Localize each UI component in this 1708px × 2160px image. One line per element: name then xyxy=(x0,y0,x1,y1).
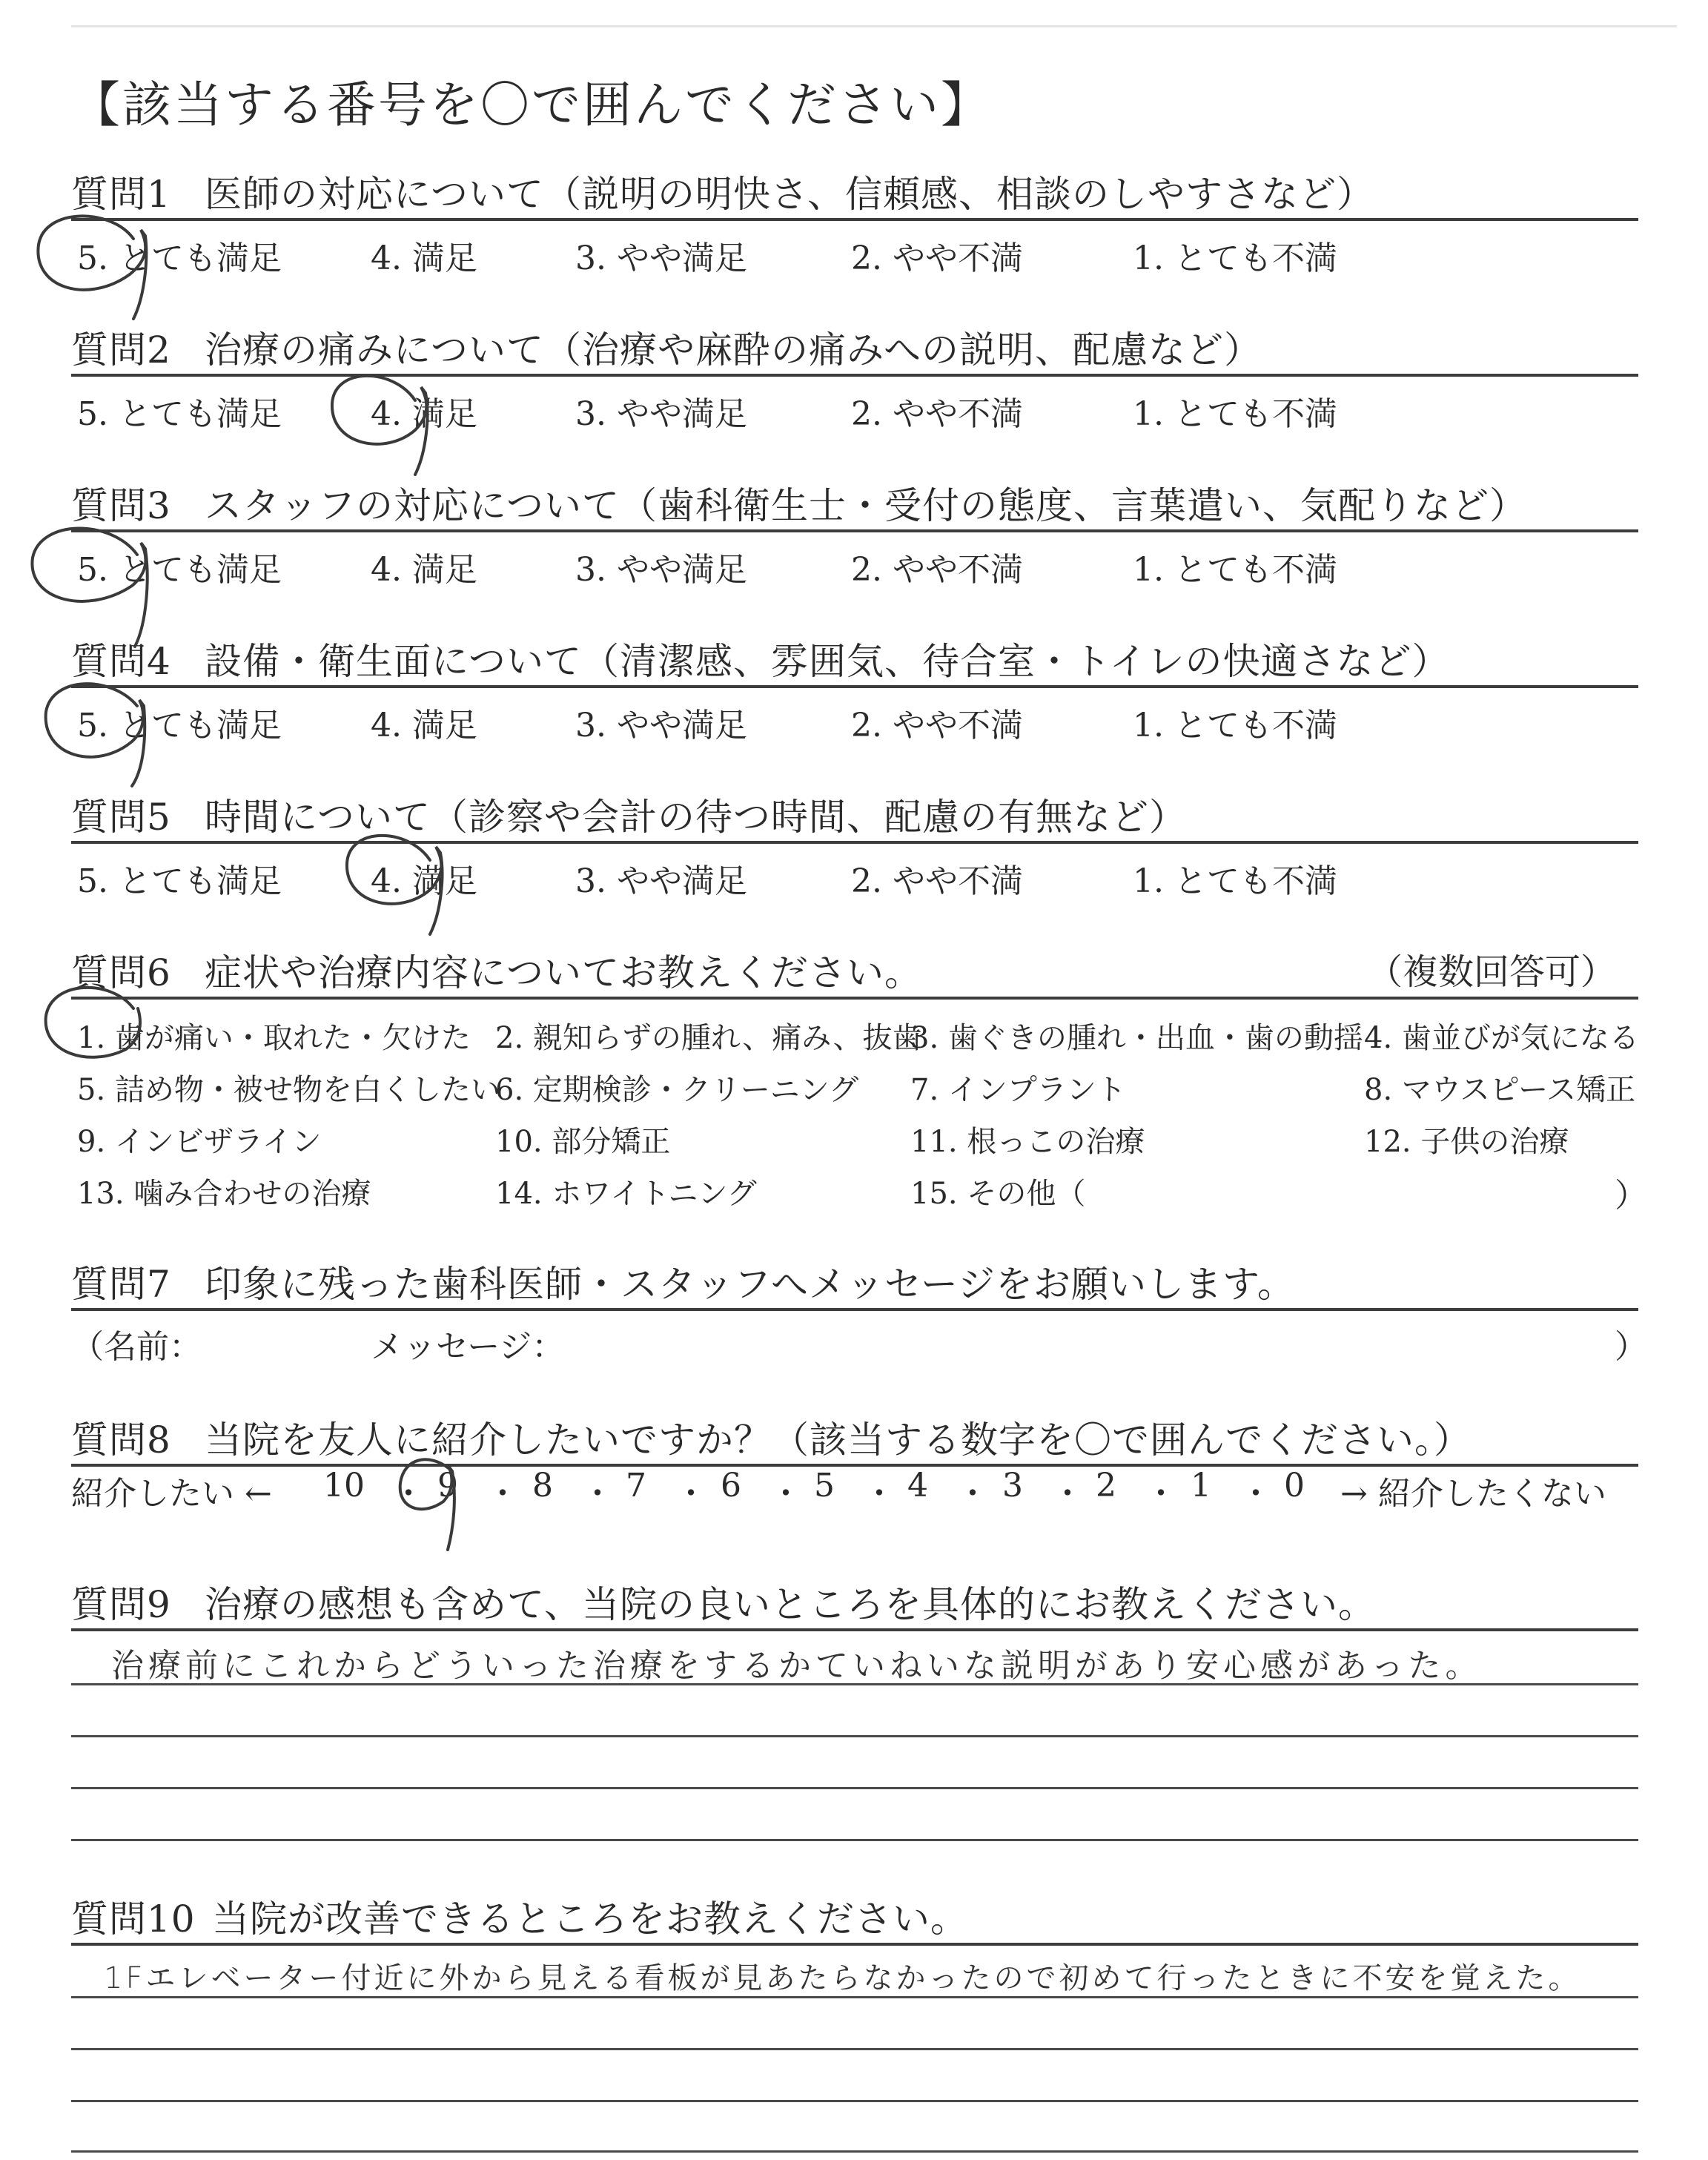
scale-separator: ・ xyxy=(863,1475,896,1513)
writing-line xyxy=(71,1996,1638,1998)
option-3[interactable]: 3. やや満足 xyxy=(575,707,747,744)
q10-handwritten-answer: 1Fエレベーター付近に外から見える看板が見あたらなかったので初めて行ったときに不安を覚えた。 xyxy=(104,1961,1581,1995)
question-number: 質問5 xyxy=(71,796,171,839)
symptom-option-9[interactable]: 9. インビザライン xyxy=(77,1125,322,1159)
scale-separator: ・ xyxy=(1145,1475,1177,1513)
option-3[interactable]: 3. やや満足 xyxy=(575,240,747,277)
message-label: メッセージ： xyxy=(371,1328,565,1366)
symptom-option-15[interactable]: 15. その他（ xyxy=(910,1177,1086,1211)
writing-line xyxy=(71,1735,1638,1737)
scale-separator: ・ xyxy=(486,1475,519,1513)
question-10 xyxy=(71,1889,1638,1956)
scale-separator: ・ xyxy=(392,1475,425,1513)
symptom-option-14[interactable]: 14. ホワイトニング xyxy=(495,1177,757,1211)
other-close-paren: ） xyxy=(1615,1177,1647,1215)
rating-options-q5 xyxy=(77,854,1634,899)
rating-options-q2 xyxy=(77,387,1634,432)
option-5[interactable]: 5. とても満足 xyxy=(77,707,282,744)
question-number: 質問1 xyxy=(71,173,171,216)
symptom-option-4[interactable]: 4. 歯並びが気になる xyxy=(1364,1021,1639,1055)
symptom-option-11[interactable]: 11. 根っこの治療 xyxy=(910,1125,1145,1159)
scale-7[interactable]: 7 xyxy=(626,1467,646,1505)
option-4[interactable]: 4. 満足 xyxy=(371,551,477,589)
question-number: 質問7 xyxy=(71,1263,171,1306)
question-rule xyxy=(71,997,1638,1000)
question-number: 質問9 xyxy=(71,1583,171,1626)
option-4[interactable]: 4. 満足 xyxy=(371,395,477,433)
question-2 xyxy=(71,320,1638,387)
question-1 xyxy=(71,165,1638,231)
question-3 xyxy=(71,476,1638,543)
question-text: 当院が改善できるところをお教えください。 xyxy=(212,1898,968,1941)
question-4 xyxy=(71,632,1638,698)
question-text: 治療の痛みについて（治療や麻酔の痛みへの説明、配慮など） xyxy=(205,328,1262,371)
option-5[interactable]: 5. とても満足 xyxy=(77,240,282,277)
writing-line xyxy=(71,1787,1638,1789)
scale-3[interactable]: 3 xyxy=(1002,1467,1023,1505)
question-9 xyxy=(71,1575,1638,1642)
option-3[interactable]: 3. やや満足 xyxy=(575,862,747,900)
option-1[interactable]: 1. とても不満 xyxy=(1133,240,1337,277)
recommend-scale xyxy=(71,1467,1638,1511)
symptom-option-2[interactable]: 2. 親知らずの腫れ、痛み、抜歯 xyxy=(495,1021,922,1055)
option-2[interactable]: 2. やや不満 xyxy=(851,240,1023,277)
rating-options-q1 xyxy=(77,231,1634,276)
option-5[interactable]: 5. とても満足 xyxy=(77,862,282,900)
question-6 xyxy=(71,943,1638,1010)
question-text: 設備・衛生面について（清潔感、雰囲気、待合室・トイレの快適さなど） xyxy=(205,640,1450,683)
option-1[interactable]: 1. とても不満 xyxy=(1133,551,1337,589)
scale-10[interactable]: 10 xyxy=(323,1467,365,1505)
scale-right-label: → 紹介したくない xyxy=(1340,1475,1606,1513)
option-2[interactable]: 2. やや不満 xyxy=(851,707,1023,744)
top-rule xyxy=(71,25,1677,27)
question-7 xyxy=(71,1255,1638,1321)
option-3[interactable]: 3. やや満足 xyxy=(575,551,747,589)
option-5[interactable]: 5. とても満足 xyxy=(77,395,282,433)
message-close-paren: ） xyxy=(1615,1328,1647,1366)
question-number: 質問3 xyxy=(71,484,171,527)
instruction-header: 【該当する番号を〇で囲んでください】 xyxy=(71,76,992,133)
question-rule xyxy=(71,841,1638,844)
option-4[interactable]: 4. 満足 xyxy=(371,707,477,744)
scale-6[interactable]: 6 xyxy=(721,1467,741,1505)
option-5[interactable]: 5. とても満足 xyxy=(77,551,282,589)
scale-separator: ・ xyxy=(1051,1475,1084,1513)
question-number: 質問10 xyxy=(71,1898,196,1941)
option-2[interactable]: 2. やや不満 xyxy=(851,395,1023,433)
rating-options-q4 xyxy=(77,698,1634,743)
scale-separator: ・ xyxy=(1239,1475,1272,1513)
symptom-option-13[interactable]: 13. 噛み合わせの治療 xyxy=(77,1177,371,1211)
writing-line xyxy=(71,2150,1638,2153)
scale-8[interactable]: 8 xyxy=(532,1467,553,1505)
question-number: 質問8 xyxy=(71,1418,171,1462)
question-rule xyxy=(71,1628,1638,1631)
question-rule xyxy=(71,1943,1638,1946)
question-rule xyxy=(71,529,1638,532)
option-4[interactable]: 4. 満足 xyxy=(371,862,477,900)
scale-2[interactable]: 2 xyxy=(1096,1467,1116,1505)
scale-separator: ・ xyxy=(956,1475,989,1513)
option-2[interactable]: 2. やや不満 xyxy=(851,551,1023,589)
writing-line xyxy=(71,2100,1638,2102)
writing-line xyxy=(71,1839,1638,1841)
multiple-answer-note: （複数回答可） xyxy=(1366,951,1616,993)
question-rule xyxy=(71,685,1638,688)
scale-left-label: 紹介したい ← xyxy=(71,1475,272,1513)
question-text: スタッフの対応について（歯科衛生士・受付の態度、言葉遣い、気配りなど） xyxy=(205,484,1527,527)
symptom-option-5[interactable]: 5. 詰め物・被せ物を白くしたい xyxy=(77,1073,500,1107)
question-number: 質問4 xyxy=(71,640,171,683)
scale-separator: ・ xyxy=(769,1475,802,1513)
option-1[interactable]: 1. とても不満 xyxy=(1133,395,1337,433)
scale-9[interactable]: 9 xyxy=(437,1467,458,1505)
scale-5[interactable]: 5 xyxy=(814,1467,835,1505)
scale-1[interactable]: 1 xyxy=(1191,1467,1211,1505)
question-rule xyxy=(71,1308,1638,1311)
question-rule xyxy=(71,218,1638,221)
scale-0[interactable]: 0 xyxy=(1284,1467,1305,1505)
name-label: （名前： xyxy=(71,1328,202,1366)
symptom-option-3[interactable]: 3. 歯ぐきの腫れ・出血・歯の動揺 xyxy=(910,1021,1363,1055)
symptom-option-10[interactable]: 10. 部分矯正 xyxy=(495,1125,671,1159)
rating-options-q3 xyxy=(77,543,1634,587)
question-number: 質問6 xyxy=(71,951,171,994)
q9-handwritten-answer: 治療前にこれからどういった治療をするかていねいな説明があり安心感があった。 xyxy=(111,1647,1483,1685)
symptom-option-7[interactable]: 7. インプラント xyxy=(910,1073,1126,1107)
option-1[interactable]: 1. とても不満 xyxy=(1133,707,1337,744)
writing-line xyxy=(71,1683,1638,1685)
question-text: 症状や治療内容についてお教えください。 xyxy=(205,951,922,994)
option-3[interactable]: 3. やや満足 xyxy=(575,395,747,433)
symptom-option-8[interactable]: 8. マウスピース矯正 xyxy=(1364,1073,1636,1107)
question-text: 印象に残った歯科医師・スタッフへメッセージをお願いします。 xyxy=(205,1263,1295,1306)
writing-line xyxy=(71,2048,1638,2050)
question-text: 治療の感想も含めて、当院の良いところを具体的にお教えください。 xyxy=(205,1583,1376,1626)
question-text: 医師の対応について（説明の明快さ、信頼感、相談のしやすさなど） xyxy=(205,173,1374,216)
question-5 xyxy=(71,787,1638,854)
scale-separator: ・ xyxy=(675,1475,707,1513)
symptom-option-12[interactable]: 12. 子供の治療 xyxy=(1364,1125,1569,1159)
scale-separator: ・ xyxy=(581,1475,614,1513)
scale-4[interactable]: 4 xyxy=(907,1467,928,1505)
option-2[interactable]: 2. やや不満 xyxy=(851,862,1023,900)
option-1[interactable]: 1. とても不満 xyxy=(1133,862,1337,900)
question-rule xyxy=(71,374,1638,377)
question-text: 当院を友人に紹介したいですか？（該当する数字を〇で囲んでください。） xyxy=(205,1418,1472,1462)
option-4[interactable]: 4. 満足 xyxy=(371,240,477,277)
symptom-option-6[interactable]: 6. 定期検診・クリーニング xyxy=(495,1073,859,1107)
symptom-option-1[interactable]: 1. 歯が痛い・取れた・欠けた xyxy=(77,1021,471,1055)
question-number: 質問2 xyxy=(71,328,171,371)
question-text: 時間について（診察や会計の待つ時間、配慮の有無など） xyxy=(205,796,1187,839)
